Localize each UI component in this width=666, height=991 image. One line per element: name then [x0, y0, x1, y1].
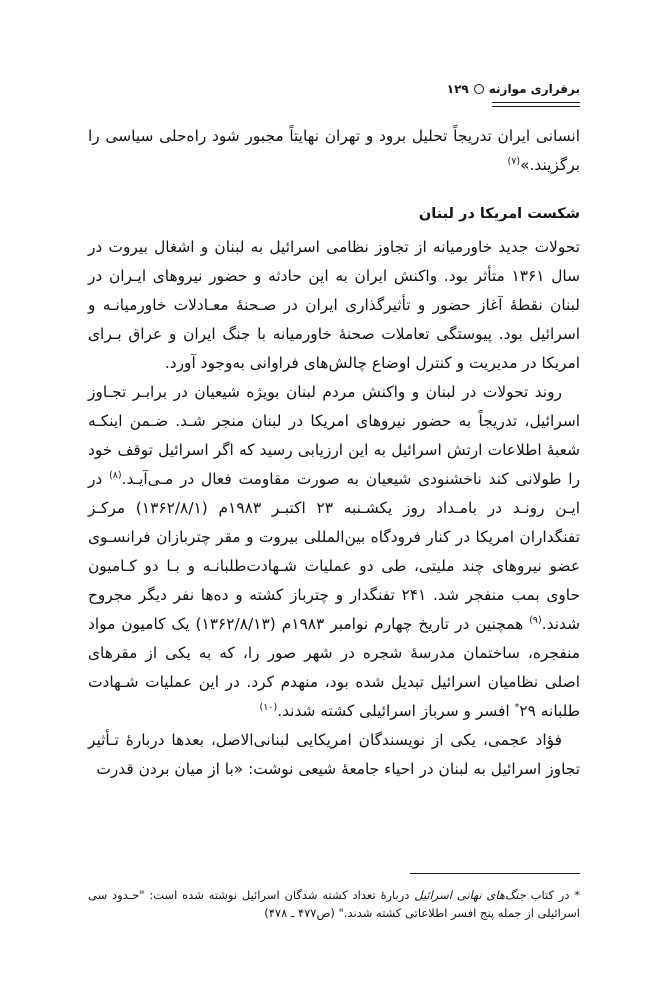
paragraph-text: همچنین در تاریخ چهارم نوامبر ۱۹۸۳م (۱۳۶۲/۸/۱۳) یک کامیون مواد منفجره، ساختمان مدرسهٔ شجره در شهر صور را، که به یکی از مقرهای اصلی نظامیان اسرائیل تبدیل شده بود، منهدم کرد. در این عملیات شـهادت طلبانه ۲۹	[88, 615, 580, 720]
paragraph-text: روند تحولات در لبنان و واکنش مردم لبنان بویژه شیعیان در برابـر تجـاوز اسرائیل، تدریجاً به حضور نیروهای امریکا در لبنان منجر شـد. ضـمن اینکـه شعبهٔ اطلاعات ارتش اسرائیل به این ارزیابی رسید که اگر اسرائیل توقف خود را طولانی کند ناخشنودی شیعیان به صورت مقاومت فعال در مـی‌آیـد.	[88, 383, 580, 488]
section-heading: شکست امریکا در لبنان	[418, 206, 580, 222]
header-rule	[492, 102, 580, 107]
body-text	[88, 122, 580, 784]
paragraph-continued	[88, 122, 580, 180]
footnote-ref: (۷)	[507, 156, 521, 167]
footnote-ref: (۹)	[529, 615, 542, 626]
separator-circle-icon	[474, 84, 484, 94]
footnote-ref: (۱۰)	[259, 702, 278, 713]
footnote-text	[88, 886, 580, 922]
paragraph-text: در ایـن رونـد در بامـداد روز یکشـنبه ۲۳ اکتبـر ۱۹۸۳م (۱۳۶۲/۸/۱) مرکـز تفنگداران امریکا در کنار فرودگاه بین‌المللی بیروت و مقر چتربازان فرانسـوی عضو نیروهای چند ملیتی، طی دو عملیات شـهادت‌طلبانـه و بـا دو کـامیون حاوی بمب منفجر شد. ۲۴۱ تفنگدار و چترباز کشته و ده‌ها نفر دیگر مجروح شدند.	[88, 470, 580, 633]
paragraph-text: انسانی ایران تدریجاً تحلیل برود و تهران نهایتاً مجبور شود راه‌حلی سیاسی را برگزیند.»	[88, 127, 580, 174]
running-header-title: برقراری موازنه	[488, 82, 580, 96]
footnote-body: دربارهٔ تعداد کشته شدگان اسرائیل نوشته شده است: "حـدود سی اسرائیلی از جمله پنج افسر اطلاعاتی کشته شدند." (ص۴۷۷ ـ ۴۷۸)	[88, 888, 580, 920]
paragraph: تحولات جدید خاورمیانه از تجاوز نظامی اسرائیل به لبنان و اشغال بیروت در سال ۱۳۶۱ متأثر بود. واکنش ایران به این حادثه و حضور نیروهای ایـران در لبنان نقطهٔ آغاز حضور و تأثیرگذاری ایران در صـحنهٔ معـادلات خاورمیانـه و اسرائیل بود. پیوستگی تعاملات صحنهٔ خاورمیانه با جنگ ایران و عراق بـرای امریکا در مدیریت و کنترل اوضاع چالش‌های فراوانی به‌وجود آورد.	[88, 238, 580, 372]
footnote-ref: (۸)	[109, 470, 122, 481]
paragraph-text: افسر و سرباز اسرائیلی کشته شدند.	[277, 702, 515, 720]
footnote-star: *	[514, 702, 520, 713]
paragraph: فؤاد عجمی، یکی از نویسندگان امریکایی لبنانی‌الاصل، بعدها دربارهٔ تـأثیر تجاوز اسرائیل به لبنان در احیاء جامعهٔ شیعی نوشت: «با از میان بردن قدرت	[88, 731, 580, 778]
footnote-rule	[410, 873, 580, 874]
page-number: ۱۲۹	[446, 82, 469, 96]
running-header	[88, 76, 580, 102]
footnote-prefix: * در کتاب	[525, 888, 581, 902]
footnote	[88, 886, 580, 922]
footnote-book-title: جنگ‌های نهانی اسرائیل	[414, 888, 526, 902]
paragraph	[88, 378, 580, 726]
